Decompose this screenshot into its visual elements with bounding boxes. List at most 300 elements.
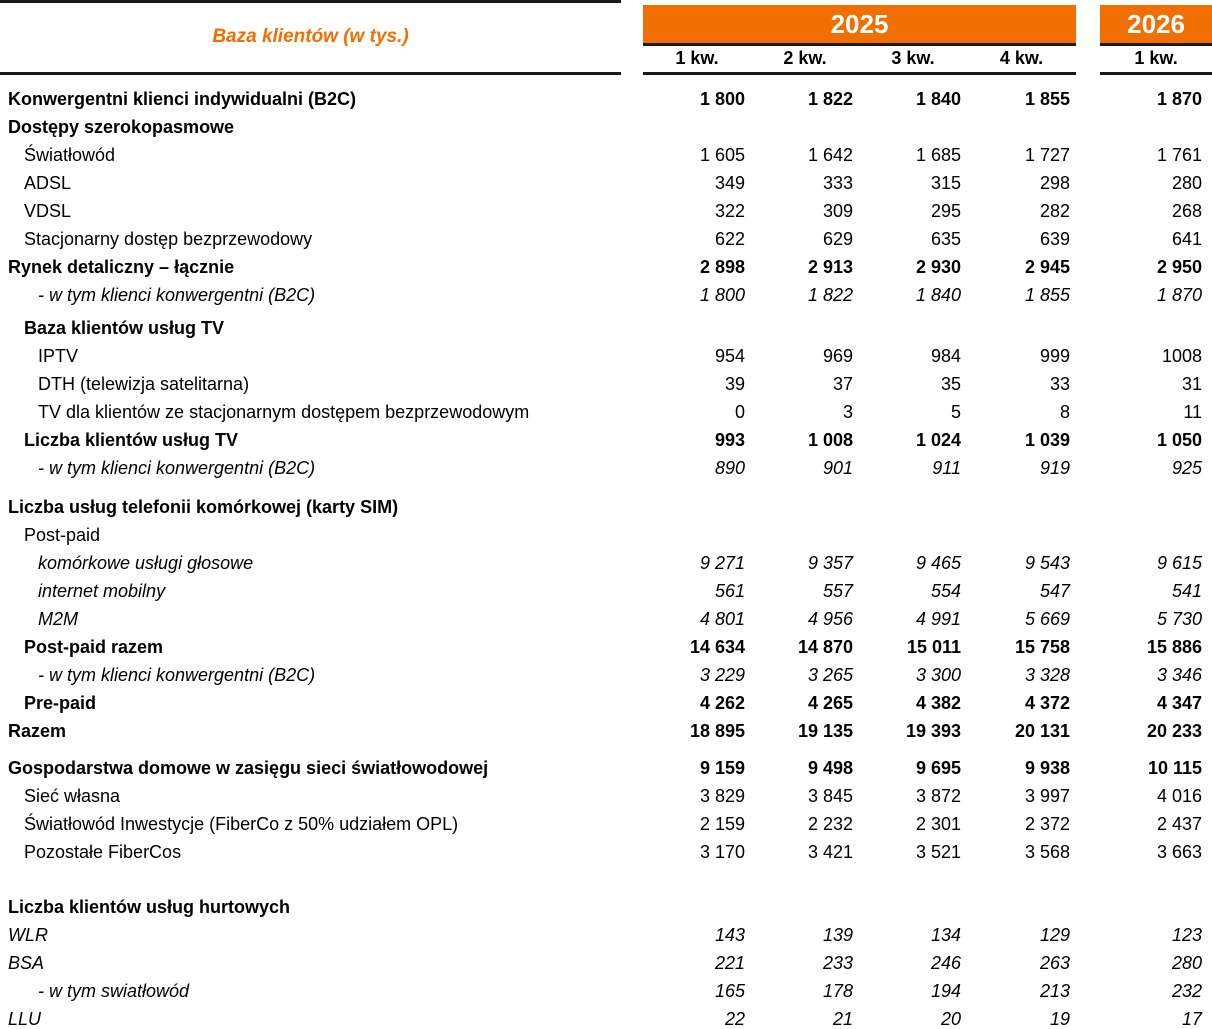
cell-value: 3 872 bbox=[915, 785, 961, 806]
column-gap bbox=[1076, 454, 1100, 482]
column-gap bbox=[621, 717, 643, 745]
section-spacer bbox=[0, 482, 1212, 493]
row-label: M2M bbox=[38, 608, 78, 629]
cell-value bbox=[643, 113, 751, 141]
column-gap bbox=[1076, 810, 1100, 838]
cell-value: 15 011 bbox=[906, 636, 961, 657]
column-gap bbox=[621, 977, 643, 1005]
row-label: Światłowód bbox=[24, 144, 116, 165]
cell-value: 1 605 bbox=[699, 144, 745, 165]
cell-value: 541 bbox=[1171, 580, 1203, 601]
cell-value: 1 840 bbox=[915, 284, 961, 305]
section-spacer bbox=[0, 866, 1212, 893]
cell-value bbox=[1100, 113, 1212, 141]
column-gap bbox=[1076, 633, 1100, 661]
cell-value: 4 016 bbox=[1156, 785, 1203, 806]
column-gap bbox=[1076, 661, 1100, 689]
column-gap bbox=[621, 225, 643, 253]
column-gap bbox=[1076, 717, 1100, 745]
table-title-cell bbox=[0, 2, 621, 74]
table-row bbox=[0, 633, 1212, 661]
row-label: - w tym klienci konwergentni (B2C) bbox=[38, 284, 316, 305]
cell-value: 15 886 bbox=[1146, 636, 1203, 657]
cell-value: 35 bbox=[940, 373, 961, 394]
cell-value: 1 024 bbox=[915, 429, 961, 450]
cell-value: 1 800 bbox=[699, 88, 745, 109]
cell-value: 9 615 bbox=[1156, 552, 1203, 573]
cell-value bbox=[1100, 521, 1212, 549]
cell-value: 3 845 bbox=[807, 785, 853, 806]
cell-value: 20 131 bbox=[1014, 720, 1071, 741]
table-row bbox=[0, 370, 1212, 398]
cell-value: 641 bbox=[1171, 228, 1203, 249]
quarter-header-2026-q1: 1 kw. bbox=[1100, 46, 1212, 74]
cell-value: 2 437 bbox=[1156, 813, 1203, 834]
quarter-header-2025-q4: 4 kw. bbox=[967, 46, 1076, 74]
row-label: Pre-paid bbox=[24, 692, 97, 713]
cell-value: 1 822 bbox=[807, 88, 853, 109]
column-gap bbox=[621, 169, 643, 197]
cell-value: 282 bbox=[1039, 200, 1071, 221]
cell-value bbox=[967, 893, 1076, 921]
cell-value: 3 568 bbox=[1024, 841, 1071, 862]
cell-value: 1 685 bbox=[915, 144, 961, 165]
cell-value: 14 634 bbox=[689, 636, 745, 657]
cell-value: 554 bbox=[930, 580, 961, 601]
cell-value bbox=[1100, 893, 1212, 921]
column-gap bbox=[1076, 141, 1100, 169]
cell-value: 2 372 bbox=[1024, 813, 1071, 834]
cell-value: 143 bbox=[714, 924, 745, 945]
table-row bbox=[0, 253, 1212, 281]
cell-value: 221 bbox=[714, 952, 745, 973]
cell-value: 246 bbox=[930, 952, 961, 973]
row-label: WLR bbox=[8, 924, 48, 945]
column-gap bbox=[621, 1005, 643, 1029]
cell-value: 18 895 bbox=[689, 720, 745, 741]
cell-value: 129 bbox=[1039, 924, 1071, 945]
cell-value: 561 bbox=[714, 580, 745, 601]
cell-value: 19 393 bbox=[905, 720, 961, 741]
cell-value: 2 232 bbox=[807, 813, 853, 834]
table-row bbox=[0, 426, 1212, 454]
row-label: BSA bbox=[8, 952, 45, 973]
cell-value: 639 bbox=[1039, 228, 1071, 249]
table-row bbox=[0, 197, 1212, 225]
cell-value: 19 135 bbox=[797, 720, 853, 741]
cell-value: 2 945 bbox=[1024, 256, 1071, 277]
cell-value bbox=[751, 493, 859, 521]
row-label: DTH (telewizja satelitarna) bbox=[38, 373, 250, 394]
table-row bbox=[0, 493, 1212, 521]
section-spacer bbox=[0, 745, 1212, 754]
row-label: Liczba klientów usług hurtowych bbox=[8, 896, 291, 917]
cell-value: 3 521 bbox=[915, 841, 961, 862]
cell-value bbox=[967, 113, 1076, 141]
cell-value bbox=[859, 493, 967, 521]
column-gap bbox=[621, 661, 643, 689]
cell-value: 890 bbox=[714, 457, 745, 478]
column-gap bbox=[1076, 577, 1100, 605]
cell-value: 3 829 bbox=[699, 785, 745, 806]
cell-value: 165 bbox=[714, 980, 745, 1001]
column-gap bbox=[621, 810, 643, 838]
cell-value bbox=[1100, 314, 1212, 342]
column-gap bbox=[621, 281, 643, 309]
cell-value: 993 bbox=[714, 429, 745, 450]
cell-value bbox=[751, 314, 859, 342]
cell-value: 3 328 bbox=[1024, 664, 1071, 685]
table-row bbox=[0, 398, 1212, 426]
table-title: Baza klientów (w tys.) bbox=[212, 26, 409, 48]
column-gap bbox=[1076, 549, 1100, 577]
cell-value: 4 347 bbox=[1156, 692, 1203, 713]
row-label: - w tym klienci konwergentni (B2C) bbox=[38, 664, 316, 685]
cell-value: 1 727 bbox=[1024, 144, 1071, 165]
cell-value: 3 997 bbox=[1024, 785, 1071, 806]
row-label: Rynek detaliczny – łącznie bbox=[8, 256, 235, 277]
cell-value: 629 bbox=[822, 228, 853, 249]
column-gap bbox=[621, 141, 643, 169]
cell-value: 14 870 bbox=[797, 636, 853, 657]
row-label: Liczba usług telefonii komórkowej (karty SIM) bbox=[8, 496, 399, 517]
cell-value: 9 465 bbox=[915, 552, 961, 573]
table-row bbox=[0, 689, 1212, 717]
row-label: ADSL bbox=[24, 172, 72, 193]
row-label: - w tym klienci konwergentni (B2C) bbox=[38, 457, 316, 478]
row-label: Liczba klientów usług TV bbox=[24, 429, 239, 450]
table-row bbox=[0, 169, 1212, 197]
cell-value bbox=[751, 521, 859, 549]
column-gap bbox=[1076, 521, 1100, 549]
cell-value: 39 bbox=[724, 373, 745, 394]
cell-value bbox=[859, 314, 967, 342]
row-label: Baza klientów usług TV bbox=[24, 317, 225, 338]
cell-value: 315 bbox=[930, 172, 961, 193]
table-row bbox=[0, 85, 1212, 113]
cell-value: 11 bbox=[1183, 401, 1203, 422]
cell-value: 547 bbox=[1039, 580, 1071, 601]
table-row bbox=[0, 605, 1212, 633]
cell-value: 9 695 bbox=[915, 757, 961, 778]
column-gap bbox=[1076, 838, 1100, 866]
cell-value: 1 050 bbox=[1156, 429, 1203, 450]
cell-value bbox=[859, 113, 967, 141]
cell-value: 3 663 bbox=[1156, 841, 1203, 862]
cell-value: 4 801 bbox=[699, 608, 745, 629]
column-gap bbox=[1076, 370, 1100, 398]
column-gap bbox=[621, 921, 643, 949]
column-gap bbox=[621, 549, 643, 577]
cell-value: 123 bbox=[1171, 924, 1203, 945]
cell-value: 19 bbox=[1050, 1008, 1071, 1029]
cell-value: 9 938 bbox=[1024, 757, 1071, 778]
cell-value bbox=[751, 113, 859, 141]
cell-value bbox=[643, 521, 751, 549]
cell-value: 1 840 bbox=[915, 88, 961, 109]
cell-value: 178 bbox=[822, 980, 853, 1001]
cell-value: 3 265 bbox=[807, 664, 853, 685]
cell-value: 1008 bbox=[1161, 345, 1203, 366]
row-label: Sieć własna bbox=[24, 785, 121, 806]
cell-value: 31 bbox=[1182, 373, 1203, 394]
column-gap bbox=[621, 85, 643, 113]
cell-value: 17 bbox=[1182, 1008, 1203, 1029]
cell-value: 0 bbox=[734, 401, 745, 422]
column-gap bbox=[1076, 689, 1100, 717]
column-gap bbox=[1076, 921, 1100, 949]
column-gap bbox=[621, 577, 643, 605]
column-gap bbox=[1076, 398, 1100, 426]
cell-value: 622 bbox=[714, 228, 745, 249]
row-label: Konwergentni klienci indywidualni (B2C) bbox=[8, 88, 357, 109]
column-gap bbox=[1076, 113, 1100, 141]
row-label: Pozostałe FiberCos bbox=[24, 841, 182, 862]
cell-value: 635 bbox=[930, 228, 961, 249]
column-gap bbox=[621, 633, 643, 661]
row-label: Post-paid razem bbox=[24, 636, 164, 657]
column-gap bbox=[1076, 949, 1100, 977]
column-gap bbox=[1076, 2, 1100, 74]
cell-value bbox=[643, 314, 751, 342]
cell-value: 2 159 bbox=[699, 813, 745, 834]
table-row bbox=[0, 661, 1212, 689]
cell-value: 20 233 bbox=[1146, 720, 1203, 741]
cell-value: 954 bbox=[714, 345, 745, 366]
table-row bbox=[0, 314, 1212, 342]
table-row bbox=[0, 521, 1212, 549]
row-label: internet mobilny bbox=[38, 580, 166, 601]
row-label: - w tym swiatłowód bbox=[38, 980, 190, 1001]
cell-value: 134 bbox=[930, 924, 961, 945]
column-gap bbox=[1076, 314, 1100, 342]
cell-value: 37 bbox=[832, 373, 853, 394]
cell-value: 232 bbox=[1171, 980, 1203, 1001]
table-row bbox=[0, 949, 1212, 977]
table-row bbox=[0, 577, 1212, 605]
cell-value: 2 898 bbox=[699, 256, 745, 277]
year-header-2025: 2025 bbox=[643, 5, 1076, 46]
table-row bbox=[0, 893, 1212, 921]
table-row bbox=[0, 782, 1212, 810]
column-gap bbox=[1076, 493, 1100, 521]
row-label: VDSL bbox=[24, 200, 72, 221]
cell-value: 22 bbox=[724, 1008, 745, 1029]
cell-value: 984 bbox=[930, 345, 961, 366]
cell-value: 911 bbox=[932, 457, 961, 478]
cell-value: 20 bbox=[940, 1008, 961, 1029]
column-gap bbox=[621, 426, 643, 454]
cell-value: 4 372 bbox=[1024, 692, 1071, 713]
quarter-header-2025-q2: 2 kw. bbox=[751, 46, 859, 74]
year-group-2025-cell bbox=[643, 2, 1076, 46]
quarter-header-2025-q3: 3 kw. bbox=[859, 46, 967, 74]
row-label: IPTV bbox=[38, 345, 79, 366]
cell-value: 322 bbox=[714, 200, 745, 221]
cell-value bbox=[859, 893, 967, 921]
cell-value: 295 bbox=[930, 200, 961, 221]
cell-value bbox=[859, 521, 967, 549]
column-gap bbox=[621, 838, 643, 866]
table-row bbox=[0, 921, 1212, 949]
cell-value bbox=[967, 521, 1076, 549]
table-row bbox=[0, 549, 1212, 577]
cell-value: 194 bbox=[930, 980, 961, 1001]
cell-value: 9 271 bbox=[699, 552, 745, 573]
cell-value: 4 382 bbox=[915, 692, 961, 713]
cell-value: 5 669 bbox=[1024, 608, 1071, 629]
cell-value: 2 301 bbox=[915, 813, 961, 834]
table-row bbox=[0, 454, 1212, 482]
cell-value: 999 bbox=[1039, 345, 1071, 366]
table-row bbox=[0, 141, 1212, 169]
quarter-header-2025-q1: 1 kw. bbox=[643, 46, 751, 74]
cell-value: 2 930 bbox=[915, 256, 961, 277]
table-row bbox=[0, 717, 1212, 745]
column-gap bbox=[1076, 893, 1100, 921]
cell-value: 268 bbox=[1171, 200, 1203, 221]
cell-value: 5 730 bbox=[1156, 608, 1203, 629]
cell-value: 3 170 bbox=[699, 841, 745, 862]
cell-value bbox=[751, 893, 859, 921]
cell-value bbox=[967, 314, 1076, 342]
cell-value: 901 bbox=[822, 457, 853, 478]
cell-value: 4 262 bbox=[699, 692, 745, 713]
column-gap bbox=[621, 113, 643, 141]
table-row bbox=[0, 977, 1212, 1005]
column-gap bbox=[1076, 977, 1100, 1005]
cell-value: 233 bbox=[822, 952, 853, 973]
table-row bbox=[0, 342, 1212, 370]
table-body bbox=[0, 73, 1212, 1029]
row-label: Gospodarstwa domowe w zasięgu sieci światłowodowej bbox=[8, 757, 489, 778]
cell-value: 1 761 bbox=[1156, 144, 1203, 165]
cell-value: 925 bbox=[1171, 457, 1203, 478]
cell-value: 4 991 bbox=[915, 608, 961, 629]
row-label: TV dla klientów ze stacjonarnym dostępem bezprzewodowym bbox=[38, 401, 530, 422]
row-label: Dostępy szerokopasmowe bbox=[8, 116, 235, 137]
cell-value: 8 bbox=[1060, 401, 1071, 422]
column-gap bbox=[621, 314, 643, 342]
cell-value: 919 bbox=[1039, 457, 1071, 478]
cell-value: 2 950 bbox=[1156, 256, 1203, 277]
column-gap bbox=[621, 782, 643, 810]
column-gap bbox=[1076, 225, 1100, 253]
cell-value: 3 300 bbox=[915, 664, 961, 685]
column-gap bbox=[621, 521, 643, 549]
cell-value: 1 008 bbox=[807, 429, 853, 450]
cell-value: 5 bbox=[950, 401, 961, 422]
cell-value: 309 bbox=[822, 200, 853, 221]
table-row bbox=[0, 754, 1212, 782]
cell-value: 9 498 bbox=[807, 757, 853, 778]
column-gap bbox=[621, 342, 643, 370]
section-spacer bbox=[0, 73, 1212, 85]
column-gap bbox=[1076, 197, 1100, 225]
cell-value: 2 913 bbox=[807, 256, 853, 277]
cell-value: 1 870 bbox=[1156, 88, 1203, 109]
column-gap bbox=[621, 398, 643, 426]
cell-value bbox=[643, 493, 751, 521]
row-label: komórkowe usługi głosowe bbox=[38, 552, 254, 573]
cell-value: 4 956 bbox=[807, 608, 853, 629]
cell-value: 9 357 bbox=[807, 552, 853, 573]
cell-value: 969 bbox=[822, 345, 853, 366]
cell-value: 139 bbox=[822, 924, 853, 945]
column-gap bbox=[621, 493, 643, 521]
cell-value bbox=[967, 493, 1076, 521]
column-gap bbox=[621, 454, 643, 482]
cell-value: 3 bbox=[842, 401, 853, 422]
table-row bbox=[0, 113, 1212, 141]
column-gap bbox=[621, 949, 643, 977]
column-gap bbox=[1076, 342, 1100, 370]
table-header-top bbox=[0, 2, 1212, 46]
cell-value: 33 bbox=[1050, 373, 1071, 394]
row-label: Razem bbox=[8, 720, 67, 741]
cell-value: 213 bbox=[1039, 980, 1071, 1001]
cell-value: 557 bbox=[822, 580, 853, 601]
column-gap bbox=[1076, 85, 1100, 113]
column-gap bbox=[1076, 253, 1100, 281]
column-gap bbox=[1076, 754, 1100, 782]
column-gap bbox=[621, 370, 643, 398]
cell-value bbox=[643, 893, 751, 921]
cell-value: 4 265 bbox=[807, 692, 853, 713]
cell-value bbox=[1100, 493, 1212, 521]
column-gap bbox=[1076, 782, 1100, 810]
column-gap bbox=[621, 689, 643, 717]
column-gap bbox=[621, 2, 643, 74]
row-label: Światłowód Inwestycje (FiberCo z 50% udziałem OPL) bbox=[24, 813, 459, 834]
cell-value: 1 870 bbox=[1156, 284, 1203, 305]
row-label: LLU bbox=[8, 1008, 42, 1029]
cell-value: 1 855 bbox=[1024, 88, 1071, 109]
cell-value: 3 346 bbox=[1156, 664, 1203, 685]
cell-value: 3 229 bbox=[699, 664, 745, 685]
column-gap bbox=[621, 893, 643, 921]
table-row bbox=[0, 281, 1212, 309]
cell-value: 1 642 bbox=[807, 144, 853, 165]
column-gap bbox=[1076, 281, 1100, 309]
column-gap bbox=[621, 253, 643, 281]
year-header-2026: 2026 bbox=[1100, 5, 1212, 46]
cell-value: 280 bbox=[1171, 172, 1203, 193]
table-row bbox=[0, 838, 1212, 866]
cell-value: 1 800 bbox=[699, 284, 745, 305]
column-gap bbox=[1076, 605, 1100, 633]
cell-value: 21 bbox=[832, 1008, 853, 1029]
cell-value: 349 bbox=[714, 172, 745, 193]
cell-value: 10 115 bbox=[1147, 757, 1203, 778]
cell-value: 15 758 bbox=[1014, 636, 1071, 657]
cell-value: 3 421 bbox=[807, 841, 853, 862]
cell-value: 298 bbox=[1039, 172, 1071, 193]
column-gap bbox=[621, 197, 643, 225]
cell-value: 9 543 bbox=[1024, 552, 1071, 573]
column-gap bbox=[1076, 426, 1100, 454]
cell-value: 1 822 bbox=[807, 284, 853, 305]
cell-value: 1 855 bbox=[1024, 284, 1071, 305]
cell-value: 333 bbox=[822, 172, 853, 193]
column-gap bbox=[1076, 1005, 1100, 1029]
row-label: Stacjonarny dostęp bezprzewodowy bbox=[24, 228, 313, 249]
cell-value: 9 159 bbox=[699, 757, 745, 778]
cell-value: 263 bbox=[1039, 952, 1071, 973]
year-group-2026-cell bbox=[1100, 2, 1212, 46]
cell-value: 1 039 bbox=[1024, 429, 1071, 450]
cell-value: 280 bbox=[1171, 952, 1203, 973]
